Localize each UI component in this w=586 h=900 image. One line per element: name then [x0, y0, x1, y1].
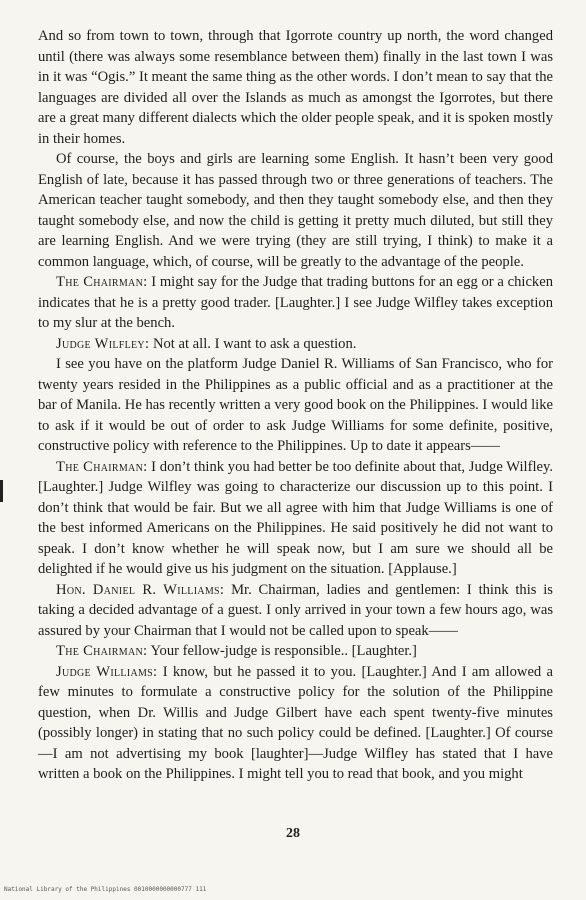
paragraph-3 — [38, 272, 553, 334]
paragraph-5 — [38, 354, 553, 457]
speaker-label: Judge Wilfley: — [56, 335, 150, 352]
paragraph-text: Not at all. I want to ask a question. — [149, 335, 357, 352]
paragraph-6 — [38, 457, 553, 580]
paragraph-text: Of course, the boys and girls are learning some English. It hasn’t been very good English of late, because it has passed through two or three generations of teachers. The American teacher taught somebody, and then they taught somebody else, and then they taught somebody else, and now the child is getting it pretty much diluted, but still they are learning English. And we were trying (they are still trying, I think) to make it a common language, which, of course, will be greatly to the advantage of the people. — [38, 151, 553, 270]
paragraph-text: I know, but he passed it to you. [Laughter.] And I am allowed a few minutes to formulate a constructive policy for the solution of the Philippine question, when Dr. Willis and Judge Gilbert have each spent twenty-five minutes (possibly longer) in stating that no such policy could be defined. [Laughter.] Of course—I am not advertising my book [laughter]—Judge Wilfley has stated that I have written a book on the Philippines. I might tell you to read that book, and you might — [38, 663, 554, 782]
paragraph-text: I don’t think you had better be too definite about that, Judge Wilfley. [Laughter.] Judge Wilfley was going to characterize our discussion up to this point. I don’t think that would be fair. But we all agree with him that Judge Williams is one of the best informed Americans on the Philippines. He said positively he did not want to speak. I don’t know whether he will speak now, but I am sure we should all be delighted if he would give us his judgment on the situation. [Applause.] — [38, 458, 553, 577]
paragraph-text: Your fellow-judge is responsible.. [Laughter.] — [147, 643, 417, 659]
speaker-label: Hon. Daniel R. Williams: — [56, 581, 225, 598]
paragraph-text: Mr. Chairman, ladies and gentlemen: I think this is taking a decided advantage of a guest. I only arrived in your town a few hours ago, was assured by your Chairman that I would not be called upon to speak—— — [38, 581, 553, 639]
document-body — [38, 26, 553, 785]
paragraph-9 — [38, 662, 553, 785]
speaker-label: The Chairman: — [56, 458, 148, 475]
paragraph-2 — [38, 149, 553, 272]
paragraph-1 — [38, 26, 553, 149]
paragraph-text: And so from town to town, through that Igorrote country up north, the word changed until (there was always some resemblance between them) finally in the last town I was in it was “Ogis.” It meant the same thing as the other words. I don’t mean to say that the languages are divided all over the Islands as much as amongst the Igorrotes, but there are a great many different dialects which the older people speak, and it is spoken mostly in their homes. — [38, 28, 553, 147]
paragraph-8 — [38, 641, 553, 662]
speaker-label: The Chairman: — [56, 643, 148, 659]
paragraph-text: I see you have on the platform Judge Daniel R. Williams of San Francisco, who for twenty years resided in the Philippines as a public official and as a practitioner at the bar of Manila. He has recently written a very good book on the Philippines. I would like to ask if it would be out of order to ask Judge Williams for some definite, positive, constructive policy with reference to the Philippines. Up to date it appears—— — [38, 356, 553, 454]
speaker-label: The Chairman: — [56, 274, 148, 290]
paragraph-4 — [38, 334, 553, 355]
paragraph-7 — [38, 580, 553, 642]
speaker-label: Judge Williams: — [56, 663, 158, 680]
footer-stamp: National Library of the Philippines 0010000000000777 111 — [4, 886, 207, 893]
page-number: 28 — [286, 826, 300, 841]
binding-edge-mark — [0, 480, 3, 502]
paragraph-text: I might say for the Judge that trading buttons for an egg or a chicken indicates that he is a pretty good trader. [Laughter.] I see Judge Wilfley takes exception to my slur at the bench. — [38, 274, 553, 331]
